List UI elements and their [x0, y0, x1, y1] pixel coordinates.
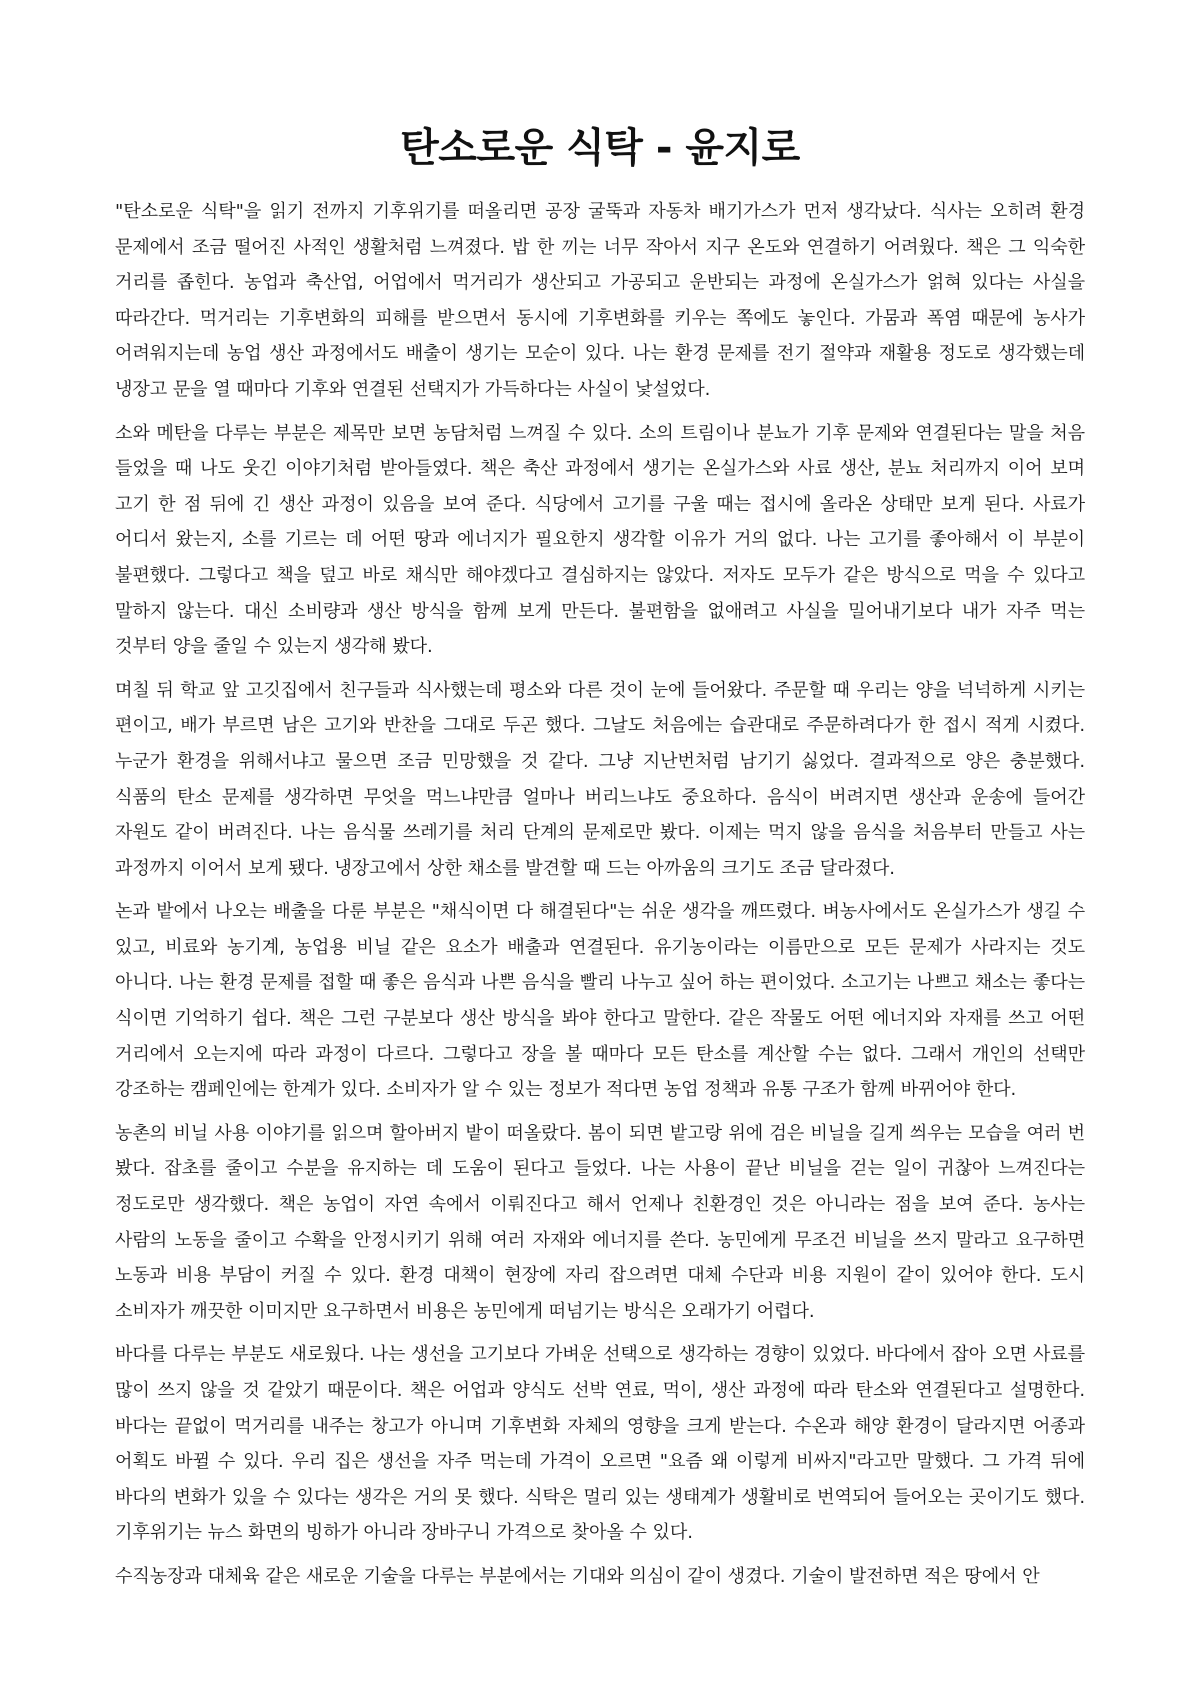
paragraph: 논과 밭에서 나오는 배출을 다룬 부분은 "채식이면 다 해결된다"는 쉬운 생각을 깨뜨렸다. 벼농사에서도 온실가스가 생길 수 있고, 비료와 농기계, 농업용 비닐 같은 요소가 배출과 연결된다. 유기농이라는 이름만으로 모든 문제가 사라지는 것도 아니다. 나는 환경 문제를 접할 때 좋은 음식과 나쁜 음식을 빨리 나누고 싶어 하는 편이었다. 소고기는 나쁘고 채소는 좋다는 식이면 기억하기 쉽다. 책은 그런 구분보다 생산 방식을 봐야 한다고 말한다. 같은 작물도 어떤 에너지와 자재를 쓰고 어떤 거리에서 오는지에 따라 과정이 다르다. 그렇다고 장을 볼 때마다 모든 탄소를 계산할 수는 없다. 그래서 개인의 선택만 강조하는 캠페인에는 한계가 있다. 소비자가 알 수 있는 정보가 적다면 농업 정책과 유통 구조가 함께 바뀌어야 한다. [115, 901, 1085, 1101]
paragraph: 며칠 뒤 학교 앞 고깃집에서 친구들과 식사했는데 평소와 다른 것이 눈에 들어왔다. 주문할 때 우리는 양을 넉넉하게 시키는 편이고, 배가 부르면 남은 고기와 반찬을 그대로 두곤 했다. 그날도 처음에는 습관대로 주문하려다가 한 접시 적게 시켰다. 누군가 환경을 위해서냐고 물으면 조금 민망했을 것 같다. 그냥 지난번처럼 남기기 싫었다. 결과적으로 양은 충분했다. 식품의 탄소 문제를 생각하면 무엇을 먹느냐만큼 얼마나 버리느냐도 중요하다. 음식이 버려지면 생산과 운송에 들어간 자원도 같이 버려진다. 나는 음식물 쓰레기를 처리 단계의 문제로만 봤다. 이제는 먹지 않을 음식을 처음부터 만들고 사는 과정까지 이어서 보게 됐다. 냉장고에서 상한 채소를 발견할 때 드는 아까움의 크기도 조금 달라졌다. [115, 679, 1085, 879]
document-title: 탄소로운 식탁 - 윤지로 [400, 125, 800, 171]
document-body [115, 194, 1085, 1595]
paragraph: 농촌의 비닐 사용 이야기를 읽으며 할아버지 밭이 떠올랐다. 봄이 되면 밭고랑 위에 검은 비닐을 길게 씌우는 모습을 여러 번 봤다. 잡초를 줄이고 수분을 유지하는 데 도움이 된다고 들었다. 나는 사용이 끝난 비닐을 걷는 일이 귀찮아 느껴진다는 정도로만 생각했다. 책은 농업이 자연 속에서 이뤄진다고 해서 언제나 친환경인 것은 아니라는 점을 보여 준다. 농사는 사람의 노동을 줄이고 수확을 안정시키기 위해 여러 자재와 에너지를 쓴다. 농민에게 무조건 비닐을 쓰지 말라고 요구하면 노동과 비용 부담이 커질 수 있다. 환경 대책이 현장에 자리 잡으려면 대체 수단과 비용 지원이 같이 있어야 한다. 도시 소비자가 깨끗한 이미지만 요구하면서 비용은 농민에게 떠넘기는 방식은 오래가기 어렵다. [115, 1122, 1085, 1322]
paragraph: 바다를 다루는 부분도 새로웠다. 나는 생선을 고기보다 가벼운 선택으로 생각하는 경향이 있었다. 바다에서 잡아 오면 사료를 많이 쓰지 않을 것 같았기 때문이다. 책은 어업과 양식도 선박 연료, 먹이, 생산 과정에 따라 탄소와 연결된다고 설명한다. 바다는 끝없이 먹거리를 내주는 창고가 아니며 기후변화 자체의 영향을 크게 받는다. 수온과 해양 환경이 달라지면 어종과 어획도 바뀔 수 있다. 우리 집은 생선을 자주 먹는데 가격이 오르면 "요즘 왜 이렇게 비싸지"라고만 말했다. 그 가격 뒤에 바다의 변화가 있을 수 있다는 생각은 거의 못 했다. 식탁은 멀리 있는 생태계가 생활비로 번역되어 들어오는 곳이기도 했다. 기후위기는 뉴스 화면의 빙하가 아니라 장바구니 가격으로 찾아올 수 있다. [115, 1344, 1085, 1544]
paragraph: 소와 메탄을 다루는 부분은 제목만 보면 농담처럼 느껴질 수 있다. 소의 트림이나 분뇨가 기후 문제와 연결된다는 말을 처음 들었을 때 나도 웃긴 이야기처럼 받아들였다. 책은 축산 과정에서 생기는 온실가스와 사료 생산, 분뇨 처리까지 이어 보며 고기 한 점 뒤에 긴 생산 과정이 있음을 보여 준다. 식당에서 고기를 구울 때는 접시에 올라온 상태만 보게 된다. 사료가 어디서 왔는지, 소를 기르는 데 어떤 땅과 에너지가 필요한지 생각할 이유가 거의 없다. 나는 고기를 좋아해서 이 부분이 불편했다. 그렇다고 책을 덮고 바로 채식만 해야겠다고 결심하지는 않았다. 저자도 모두가 같은 방식으로 먹을 수 있다고 말하지 않는다. 대신 소비량과 생산 방식을 함께 보게 만든다. 불편함을 없애려고 사실을 밀어내기보다 내가 자주 먹는 것부터 양을 줄일 수 있는지 생각해 봤다. [115, 422, 1085, 658]
paragraph: "탄소로운 식탁"을 읽기 전까지 기후위기를 떠올리면 공장 굴뚝과 자동차 배기가스가 먼저 생각났다. 식사는 오히려 환경 문제에서 조금 떨어진 사적인 생활처럼 느껴졌다. 밥 한 끼는 너무 작아서 지구 온도와 연결하기 어려웠다. 책은 그 익숙한 거리를 좁힌다. 농업과 축산업, 어업에서 먹거리가 생산되고 가공되고 운반되는 과정에 온실가스가 얽혀 있다는 사실을 따라간다. 먹거리는 기후변화의 피해를 받으면서 동시에 기후변화를 키우는 쪽에도 놓인다. 가뭄과 폭염 때문에 농사가 어려워지는데 농업 생산 과정에서도 배출이 생기는 모순이 있다. 나는 환경 문제를 전기 절약과 재활용 정도로 생각했는데 냉장고 문을 열 때마다 기후와 연결된 선택지가 가득하다는 사실이 낯설었다. [115, 201, 1085, 400]
paragraph: 수직농장과 대체육 같은 새로운 기술을 다루는 부분에서는 기대와 의심이 같이 생겼다. 기술이 발전하면 적은 땅에서 안 [115, 1565, 1040, 1587]
